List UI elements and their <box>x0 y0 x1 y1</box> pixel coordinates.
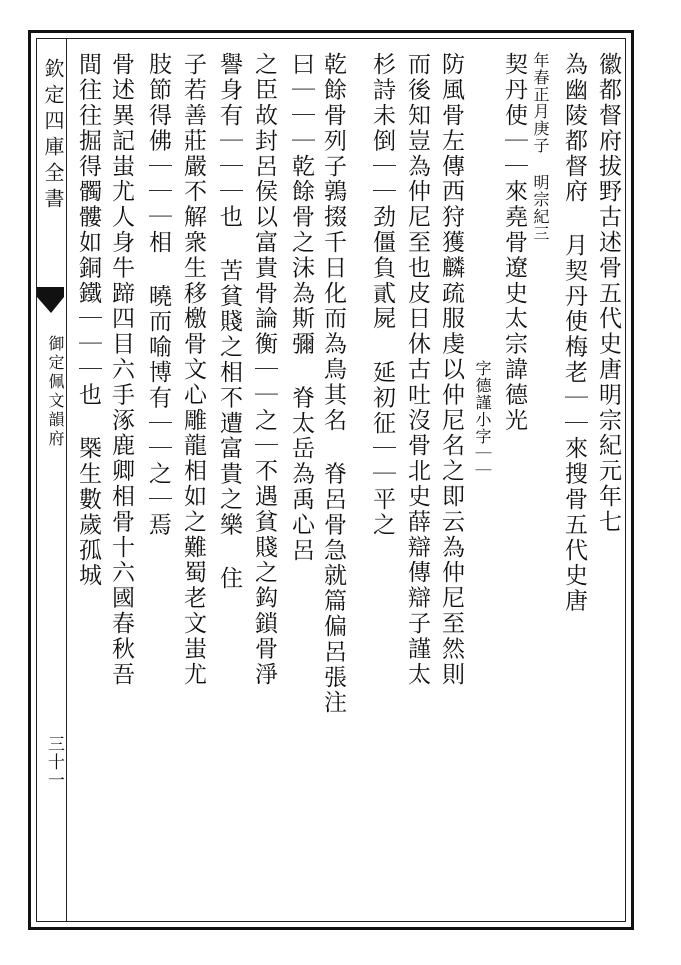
text-column <box>71 52 99 588</box>
fishtail-mark-icon <box>37 287 64 313</box>
column-text: 字德謹小字｜｜ <box>473 360 492 479</box>
text-column <box>141 52 169 538</box>
text-column <box>365 52 393 538</box>
text-column <box>176 52 204 687</box>
page-number: 三十一 <box>44 735 64 789</box>
text-column <box>557 52 585 614</box>
column-text: 防風骨左傳西狩獲麟疏服虔以仲尼名之即云為仲尼至然則 <box>438 52 464 687</box>
column-text: 乾餘骨列子鶉掇千日化而為鳥其名 脊呂骨急就篇偏呂張注 <box>320 52 346 716</box>
column-text: 年春正月庚子 明宗紀三 <box>531 52 550 242</box>
volume-title: 御定佩文韻府 <box>46 335 65 449</box>
column-text: 間往往掘得髑髏如銅鐵｜｜｜也 槩生數歲孤城 <box>75 52 101 589</box>
text-column <box>247 52 275 687</box>
text-column <box>212 52 240 591</box>
text-column <box>434 52 462 687</box>
column-text: 而後知豈為仲尼至也皮日休古吐沒骨北史薛辯傳辯子謹太 <box>404 52 430 687</box>
column-text: 子若善莊嚴不解衆生移檄骨文心雕龍相如之難蜀老文蚩尤 <box>180 52 206 687</box>
text-column <box>284 52 312 563</box>
column-text: 之臣故封呂侯以富貴骨論衡｜｜之｜不遇貧賤之鈎鎖骨淨 <box>251 52 277 687</box>
column-text: 曰｜｜｜乾餘骨之沫為斯彌 脊太岳為禹心呂 <box>288 52 314 563</box>
column-text: 徽都督府拔野古述骨五代史唐明宗紀元年七 <box>595 52 621 535</box>
text-column <box>591 52 619 535</box>
text-column <box>400 52 428 687</box>
book-title: 欽定四庫全書 <box>41 58 65 214</box>
text-column <box>528 52 548 242</box>
text-column <box>497 52 525 433</box>
column-text: 肢節得佛｜｜｜相 曉而喻博有｜｜之｜焉 <box>145 52 171 538</box>
column-text: 杉詩未倒｜｜劲僵負貳屍 延初征｜｜平之 <box>369 52 395 538</box>
column-text: 為幽陵都督府 月契丹使梅老｜｜來搜骨五代史唐 <box>561 52 587 614</box>
column-text: 骨述異記蚩尤人身牛蹄四目六手涿鹿卿相骨十六國春秋吾 <box>108 52 134 687</box>
column-text: 契丹使｜｜來堯骨遼史太宗諱德光 <box>501 52 527 433</box>
margin-divider <box>66 38 67 922</box>
text-column <box>316 52 344 715</box>
text-column <box>104 52 132 687</box>
column-text: 譽身有｜｜｜也 苦貧賤之相不遭富貴之樂 住 <box>216 52 242 592</box>
text-column <box>470 360 490 479</box>
